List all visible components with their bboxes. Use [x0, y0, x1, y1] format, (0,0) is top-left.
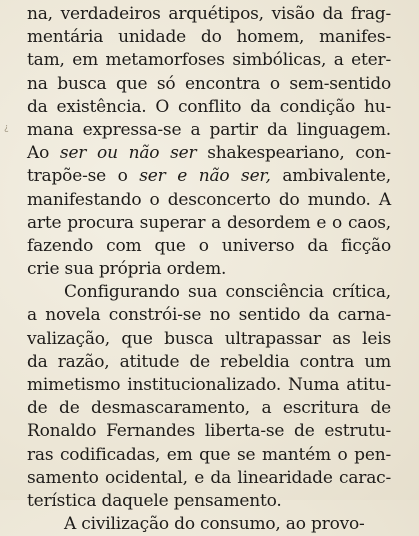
text-line: de de desmascaramento, a escritura de	[27, 398, 391, 419]
text-line: crie sua própria ordem.	[27, 259, 227, 280]
text-line: mana expressa-se a partir da linguagem.	[27, 119, 391, 140]
body-text	[27, 3, 391, 535]
text-line: ras codificadas, em que se mantém o pen-	[27, 444, 391, 465]
text-line: da existência. O conflito da condição hu-	[27, 96, 391, 117]
paragraph-2	[27, 281, 391, 513]
text-line	[27, 165, 391, 188]
text-line: Configurando sua consciência crítica,	[64, 282, 391, 303]
text-line	[27, 142, 391, 165]
text-line: terística daquele pensamento.	[27, 490, 282, 511]
italic-phrase: ser ou não ser	[59, 143, 197, 164]
italic-phrase: ser e não ser,	[139, 166, 271, 187]
text-line: na busca que só encontra o sem-sentido	[27, 73, 391, 94]
text-run: ambivalente,	[270, 166, 391, 187]
text-line: mentária unidade do homem, manifes-	[27, 27, 391, 48]
text-line: fazendo com que o universo da ficção	[27, 235, 391, 256]
text-run: Ao	[27, 143, 60, 164]
text-line: arte procura superar a desordem e o caos,	[27, 212, 391, 233]
text-line: A civilização do consumo, ao provo-	[64, 514, 365, 535]
text-line: da razão, atitude de rebeldia contra um	[27, 351, 391, 372]
paragraph-3	[27, 513, 391, 535]
text-line: manifestando o desconcerto do mundo. A	[27, 189, 391, 210]
text-line: na, verdadeiros arquétipos, visão da frag-	[27, 4, 391, 24]
text-line: samento ocidental, e da linearidade carac-	[27, 467, 391, 488]
text-run: trapõe-se o	[27, 166, 140, 187]
text-line: tam, em metamorfoses simbólicas, a eter-	[27, 50, 391, 71]
paragraph-1	[27, 3, 391, 281]
text-run: shakespeariano, con-	[196, 143, 391, 164]
text-line: a novela constrói-se no sentido da carna-	[27, 305, 391, 326]
margin-mark: ¿	[4, 123, 9, 133]
text-line: mimetismo institucionalizado. Numa atitu-	[27, 375, 391, 395]
text-line: Ronaldo Fernandes liberta-se de estrutu-	[27, 421, 391, 442]
text-line: valização, que busca ultrapassar as leis	[27, 328, 391, 349]
